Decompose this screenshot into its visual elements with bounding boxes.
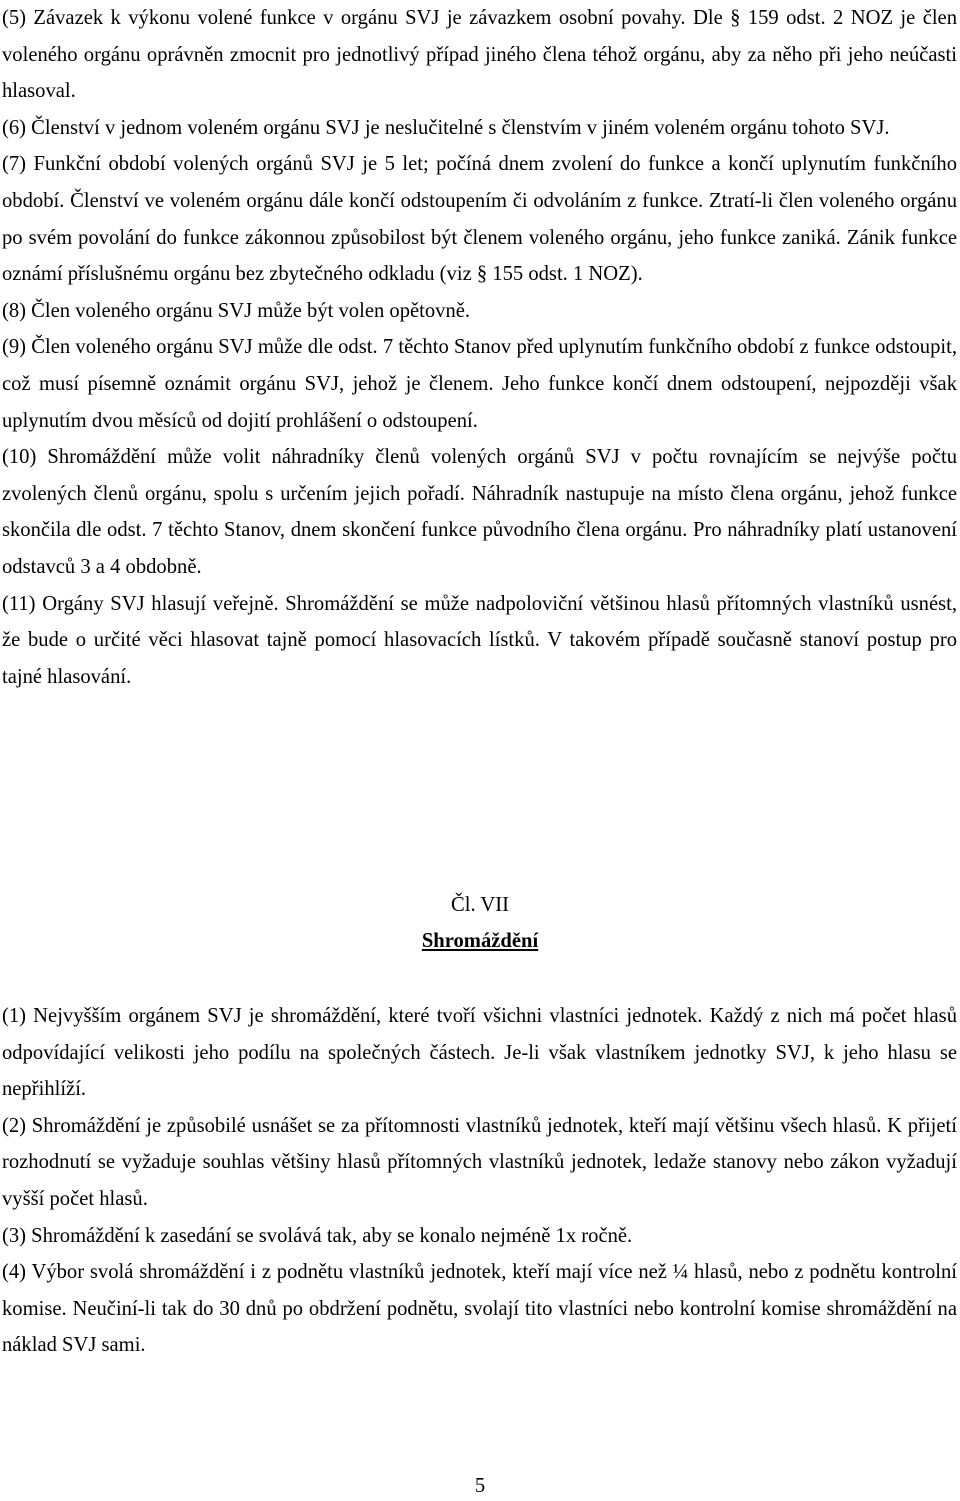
paragraph-9: (9) Člen voleného orgánu SVJ může dle odst. 7 těchto Stanov před uplynutím funkčního období z funkce odstoupit, což musí písemně oznámit orgánu SVJ, jehož je členem. Jeho funkce končí dnem odstoupení, nejpozději však uplynutím dvou měsíců od dojití prohlášení o odstoupení. xyxy=(2,336,957,432)
article-paragraph-1: (1) Nejvyšším orgánem SVJ je shromáždění, které tvoří všichni vlastníci jednotek. Každý z nich má počet hlasů odpovídající velikosti jeho podílu na společných částech. Je-li však vlastníkem jednotky SVJ, k jeho hlasu se nepřihlíží. xyxy=(2,1005,957,1101)
paragraph-7: (7) Funkční období volených orgánů SVJ je 5 let; počíná dnem zvolení do funkce a končí uplynutím funkčního období. Členství ve voleném orgánu dále končí odstoupením či odvoláním z funkce. Ztratí-li člen voleného orgánu po svém povolání do funkce zákonnou způsobilost být členem voleného orgánu, jeho funkce zaniká. Zánik funkce oznámí příslušnému orgánu bez zbytečného odkladu (viz § 155 odst. 1 NOZ). xyxy=(2,153,957,286)
paragraph-10: (10) Shromáždění může volit náhradníky členů volených orgánů SVJ v počtu rovnajícím se nejvýše počtu zvolených členů orgánu, spolu s určením jejich pořadí. Náhradník nastupuje na místo člena orgánu, jehož funkce skončila dle odst. 7 těchto Stanov, dnem skončení funkce původního člena orgánu. Pro náhradníky platí ustanovení odstavců 3 a 4 obdobně. xyxy=(2,446,957,578)
article-paragraph-3: (3) Shromáždění k zasedání se svolává tak, aby se konalo nejméně 1x ročně. xyxy=(2,1224,633,1247)
paragraph-5: (5) Závazek k výkonu volené funkce v orgánu SVJ je závazkem osobní povahy. Dle § 159 odst. 2 NOZ je člen voleného orgánu oprávněn zmocnit pro jednotlivý případ jiného člena téhož orgánu, aby za něho při jeho neúčasti hlasoval. xyxy=(2,7,957,103)
article-number: Čl. VII xyxy=(451,894,509,916)
article-title: Shromáždění xyxy=(421,930,539,952)
paragraph-11: (11) Orgány SVJ hlasují veřejně. Shromáždění se může nadpoloviční většinou hlasů přítomných vlastníků usnést, že bude o určité věci hlasovat tajně pomocí hlasovacích lístků. V takovém případě současně stanoví postup pro tajné hlasování. xyxy=(2,592,957,688)
article-paragraph-2: (2) Shromáždění je způsobilé usnášet se za přítomnosti vlastníků jednotek, kteří mají většinu všech hlasů. K přijetí rozhodnutí se vyžaduje souhlas většiny hlasů přítomných vlastníků jednotek, ledaže stanovy nebo zákon vyžadují vyšší počet hlasů. xyxy=(2,1114,957,1210)
paragraphs-section-continued xyxy=(2,0,957,695)
paragraph-6: (6) Členství v jednom voleném orgánu SVJ je neslučitelné s členstvím v jiném voleném orgánu tohoto SVJ. xyxy=(2,116,890,139)
paragraph-8: (8) Člen voleného orgánu SVJ může být volen opětovně. xyxy=(2,299,471,322)
page-number: 5 xyxy=(474,1475,486,1497)
article-paragraph-4: (4) Výbor svolá shromáždění i z podnětu vlastníků jednotek, kteří mají více než ¼ hlasů, nebo z podnětu kontrolní komise. Neučiní-li tak do 30 dnů po obdržení podnětu, svolají tito vlastníci nebo kontrolní komise shromáždění na náklad SVJ sami. xyxy=(2,1261,957,1357)
article-vii-paragraphs xyxy=(2,998,957,1364)
